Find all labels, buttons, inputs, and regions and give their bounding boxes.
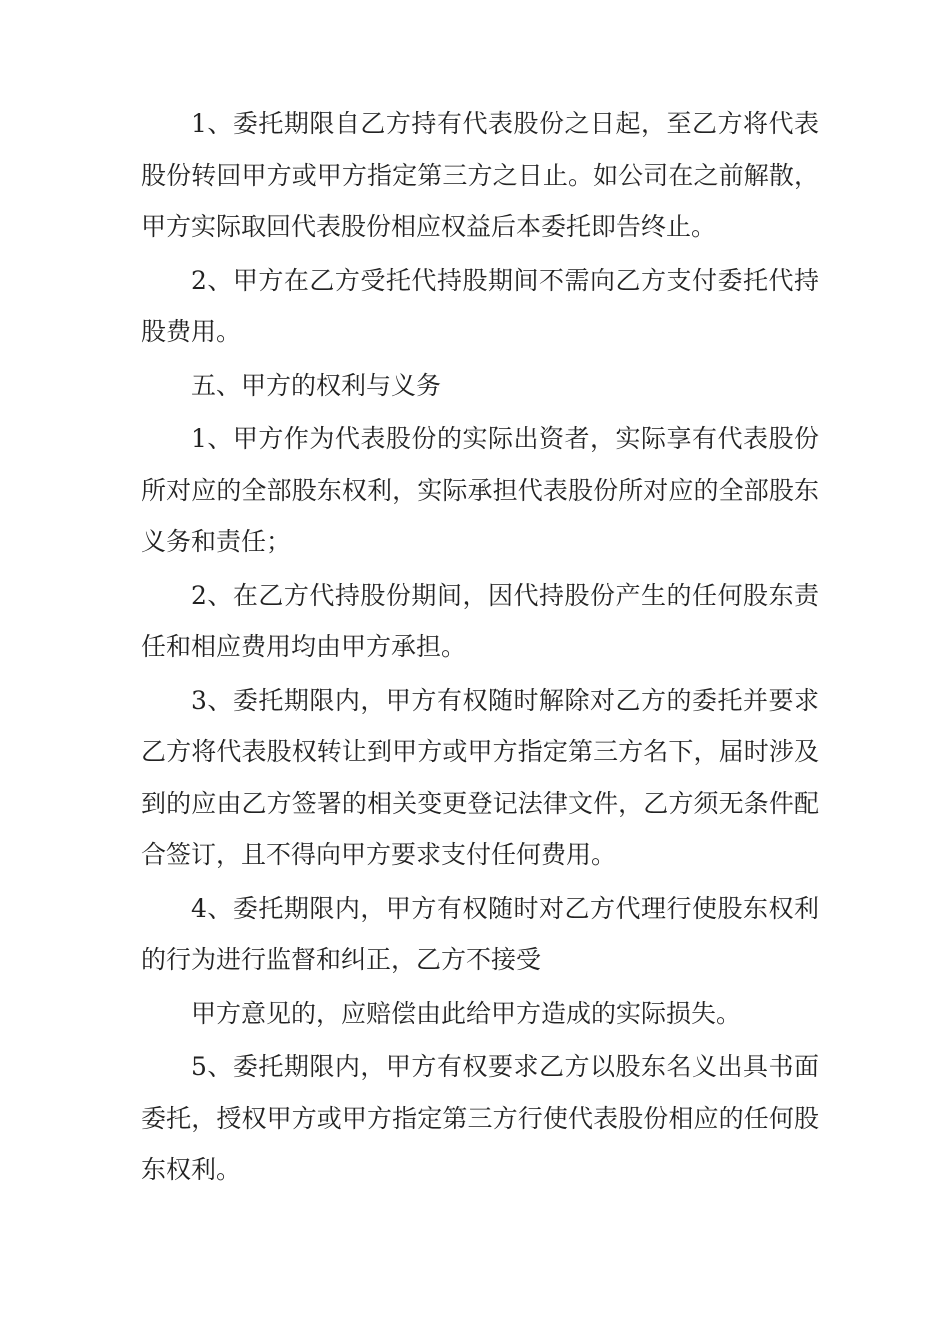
paragraph-no-fee: 2、甲方在乙方受托代持股期间不需向乙方支付委托代持股费用。 xyxy=(141,265,819,346)
document-body xyxy=(141,98,819,1198)
paragraph-liability: 2、在乙方代持股份期间，因代持股份产生的任何股东责任和相应费用均由甲方承担。 xyxy=(141,580,819,661)
paragraph-termination-right: 3、委托期限内，甲方有权随时解除对乙方的委托并要求乙方将代表股权转让到甲方或甲方指定第三方名下，届时涉及到的应由乙方签署的相关变更登记法律文件，乙方须无条件配合签订，且不得向甲方要求支付任何费用。 xyxy=(141,685,819,869)
paragraph-term-start: 1、委托期限自乙方持有代表股份之日起，至乙方将代表股份转回甲方或甲方指定第三方之日止。如公司在之前解散，甲方实际取回代表股份相应权益后本委托即告终止。 xyxy=(141,109,819,241)
section-heading-party-a-rights: 五、甲方的权利与义务 xyxy=(191,370,442,400)
paragraph-authorization: 5、委托期限内，甲方有权要求乙方以股东名义出具书面委托，授权甲方或甲方指定第三方行使代表股份相应的任何股东权利。 xyxy=(141,1052,819,1184)
paragraph-actual-investor: 1、甲方作为代表股份的实际出资者，实际享有代表股份所对应的全部股东权利，实际承担代表股份所对应的全部股东义务和责任； xyxy=(141,424,819,556)
paragraph-compensation: 甲方意见的，应赔偿由此给甲方造成的实际损失。 xyxy=(191,998,742,1028)
paragraph-supervision: 4、委托期限内，甲方有权随时对乙方代理行使股东权利的行为进行监督和纠正，乙方不接受 xyxy=(141,893,819,974)
